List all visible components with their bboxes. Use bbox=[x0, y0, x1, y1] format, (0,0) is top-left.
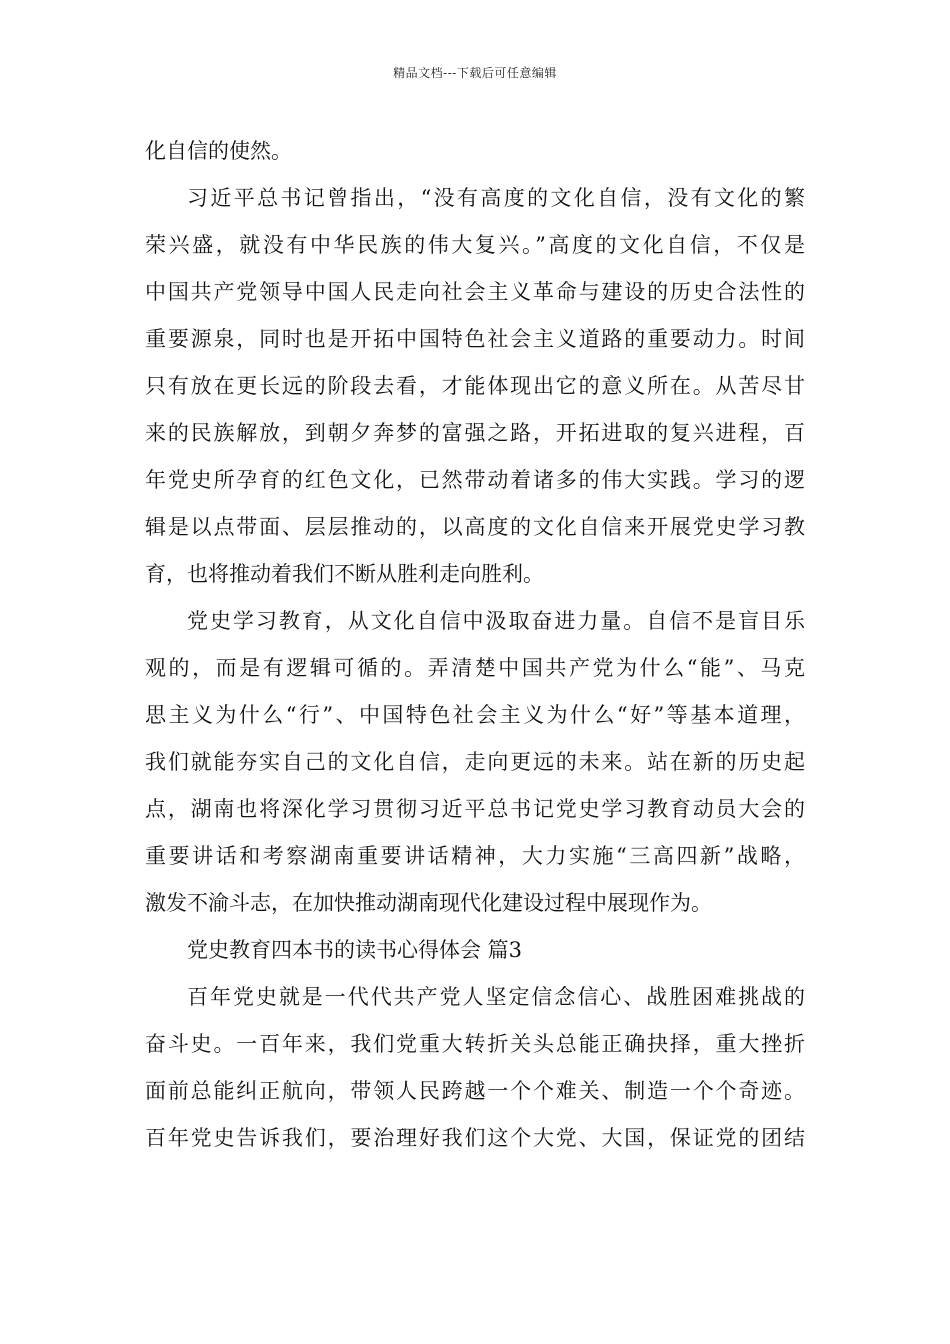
text-line: 点，湖南也将深化学习贯彻习近平总书记党史学习教育动员大会的 bbox=[145, 797, 805, 821]
text-line: 百年党史就是一代代共产党人坚定信念信心、战胜困难挑战的 bbox=[187, 985, 805, 1009]
text-line: 党史学习教育，从文化自信中汲取奋进力量。自信不是盲目乐 bbox=[187, 609, 805, 633]
text-line: 激发不渝斗志，在加快推动湖南现代化建设过程中展现作为。 bbox=[145, 891, 712, 915]
text-line: 观的，而是有逻辑可循的。弄清楚中国共产党为什么“能”、马克 bbox=[145, 656, 805, 680]
text-line: 习近平总书记曾指出，“没有高度的文化自信，没有文化的繁 bbox=[187, 186, 805, 210]
document-body bbox=[145, 128, 805, 1162]
text-line: 化自信的使然。 bbox=[145, 139, 292, 163]
text-line: 辑是以点带面、层层推动的，以高度的文化自信来开展党史学习教 bbox=[145, 515, 805, 539]
text-line: 重要源泉，同时也是开拓中国特色社会主义道路的重要动力。时间 bbox=[145, 327, 805, 351]
text-line: 育，也将推动着我们不断从胜利走向胜利。 bbox=[145, 562, 544, 586]
text-line: 中国共产党领导中国人民走向社会主义革命与建设的历史合法性的 bbox=[145, 280, 805, 304]
page-header: 精品文档---下载后可任意编辑 bbox=[393, 66, 557, 80]
text-line: 荣兴盛，就没有中华民族的伟大复兴。”高度的文化自信，不仅是 bbox=[145, 233, 805, 257]
text-line: 来的民族解放，到朝夕奔梦的富强之路，开拓进取的复兴进程，百 bbox=[145, 421, 805, 445]
text-line: 百年党史告诉我们，要治理好我们这个大党、大国，保证党的团结 bbox=[145, 1126, 805, 1150]
text-line: 思主义为什么“行”、中国特色社会主义为什么“好”等基本道理， bbox=[145, 703, 805, 727]
text-line: 只有放在更长远的阶段去看，才能体现出它的意义所在。从苦尽甘 bbox=[145, 374, 805, 398]
text-line: 奋斗史。一百年来，我们党重大转折关头总能正确抉择，重大挫折 bbox=[145, 1032, 805, 1056]
text-line: 党史教育四本书的读书心得体会 篇3 bbox=[187, 938, 523, 962]
text-line: 重要讲话和考察湖南重要讲话精神，大力实施“三高四新”战略， bbox=[145, 844, 805, 868]
text-line: 面前总能纠正航向，带领人民跨越一个个难关、制造一个个奇迹。 bbox=[145, 1079, 805, 1103]
text-line: 年党史所孕育的红色文化，已然带动着诸多的伟大实践。学习的逻 bbox=[145, 468, 805, 492]
text-line: 我们就能夯实自己的文化自信，走向更远的未来。站在新的历史起 bbox=[145, 750, 805, 774]
